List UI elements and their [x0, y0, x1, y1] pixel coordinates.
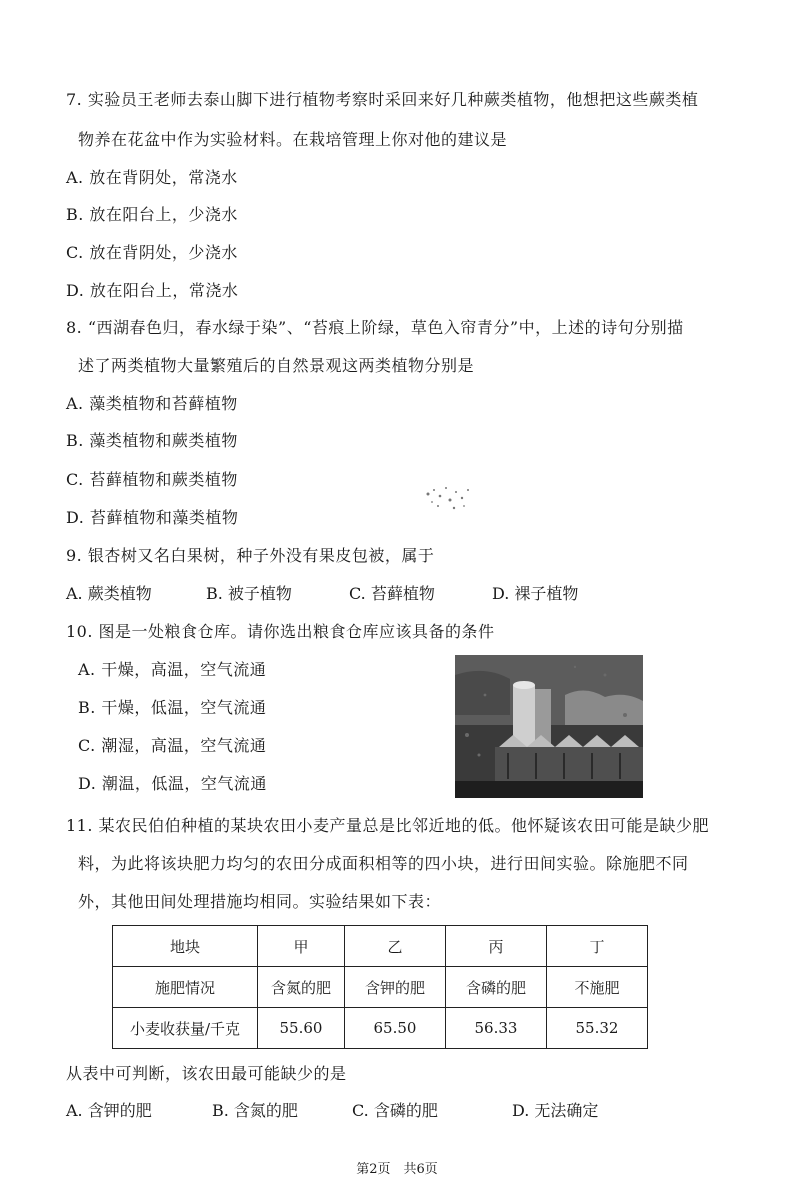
table-cell: 含磷的肥: [446, 967, 547, 1008]
q11-option-d[interactable]: D. 无法确定: [512, 1101, 599, 1120]
q11-stem-line3: 外，其他田间处理措施均相同。实验结果如下表：: [78, 892, 442, 911]
scan-smudge-icon: [420, 480, 480, 516]
table-header-cell: 甲: [258, 926, 345, 967]
table-cell: 55.60: [258, 1008, 345, 1049]
q11-option-c[interactable]: C. 含磷的肥: [352, 1101, 438, 1120]
q8-option-a[interactable]: A. 藻类植物和苔藓植物: [66, 394, 238, 413]
table-cell: 55.32: [547, 1008, 648, 1049]
q11-options: [66, 1101, 626, 1121]
q10-option-a[interactable]: A. 干燥，高温，空气流通: [78, 660, 267, 679]
q9-option-a[interactable]: A. 蕨类植物: [66, 584, 152, 603]
table-cell: 不施肥: [547, 967, 648, 1008]
q8-stem-line1: 8. “西湖春色归，春水绿于染”、“苔痕上阶绿，草色入帘青分”中，上述的诗句分别描: [66, 318, 684, 337]
q8-stem-line2: 述了两类植物大量繁殖后的自然景观这两类植物分别是: [78, 356, 475, 375]
q10-option-c[interactable]: C. 潮湿，高温，空气流通: [78, 736, 267, 755]
table-cell: 含钾的肥: [345, 967, 446, 1008]
q11-conclusion: 从表中可判断，该农田最可能缺少的是: [66, 1064, 347, 1083]
q10-option-d[interactable]: D. 潮温，低温，空气流通: [78, 774, 267, 793]
q10-option-b[interactable]: B. 干燥，低温，空气流通: [78, 698, 267, 717]
q9-option-c[interactable]: C. 苔藓植物: [349, 584, 435, 603]
table-cell: 小麦收获量/千克: [113, 1008, 258, 1049]
table-cell: 含氮的肥: [258, 967, 345, 1008]
table-header-cell: 地块: [113, 926, 258, 967]
q9-option-b[interactable]: B. 被子植物: [206, 584, 292, 603]
q7-stem-line1: 7. 实验员王老师去泰山脚下进行植物考察时采回来好几种蕨类植物，他想把这些蕨类植: [66, 90, 699, 109]
q10-stem: 10. 图是一处粮食仓库。请你选出粮食仓库应该具备的条件: [66, 622, 495, 641]
q11-option-b[interactable]: B. 含氮的肥: [212, 1101, 298, 1120]
q9-options: [66, 584, 626, 604]
q7-option-b[interactable]: B. 放在阳台上，少浇水: [66, 205, 238, 224]
table-header-cell: 丁: [547, 926, 648, 967]
table-header-cell: 丙: [446, 926, 547, 967]
table-header-row: [113, 926, 648, 967]
q11-option-a[interactable]: A. 含钾的肥: [66, 1101, 152, 1120]
fertilizer-results-table: [112, 925, 648, 1049]
q9-option-d[interactable]: D. 裸子植物: [492, 584, 579, 603]
granary-photo: [455, 655, 643, 798]
page-footer: 第2页 共6页: [356, 1162, 438, 1177]
q8-option-c[interactable]: C. 苔藓植物和蕨类植物: [66, 470, 238, 489]
q11-stem-line1: 11. 某农民伯伯种植的某块农田小麦产量总是比邻近地的低。他怀疑该农田可能是缺少肥: [66, 816, 710, 835]
granary-image-icon: [455, 655, 643, 798]
table-cell: 65.50: [345, 1008, 446, 1049]
table-cell: 施肥情况: [113, 967, 258, 1008]
q8-option-d[interactable]: D. 苔藓植物和藻类植物: [66, 508, 239, 527]
table-row: [113, 967, 648, 1008]
q7-stem-line2: 物养在花盆中作为实验材料。在栽培管理上你对他的建议是: [78, 130, 508, 149]
q7-option-a[interactable]: A. 放在背阴处，常浇水: [66, 168, 238, 187]
q7-option-d[interactable]: D. 放在阳台上，常浇水: [66, 281, 239, 300]
table-header-cell: 乙: [345, 926, 446, 967]
q8-option-b[interactable]: B. 藻类植物和蕨类植物: [66, 431, 238, 450]
q11-stem-line2: 料，为此将该块肥力均匀的农田分成面积相等的四小块，进行田间实验。除施肥不同: [78, 854, 689, 873]
q7-option-c[interactable]: C. 放在背阴处，少浇水: [66, 243, 238, 262]
q9-stem: 9. 银杏树又名白果树，种子外没有果皮包被，属于: [66, 546, 435, 565]
table-row: [113, 1008, 648, 1049]
table-cell: 56.33: [446, 1008, 547, 1049]
